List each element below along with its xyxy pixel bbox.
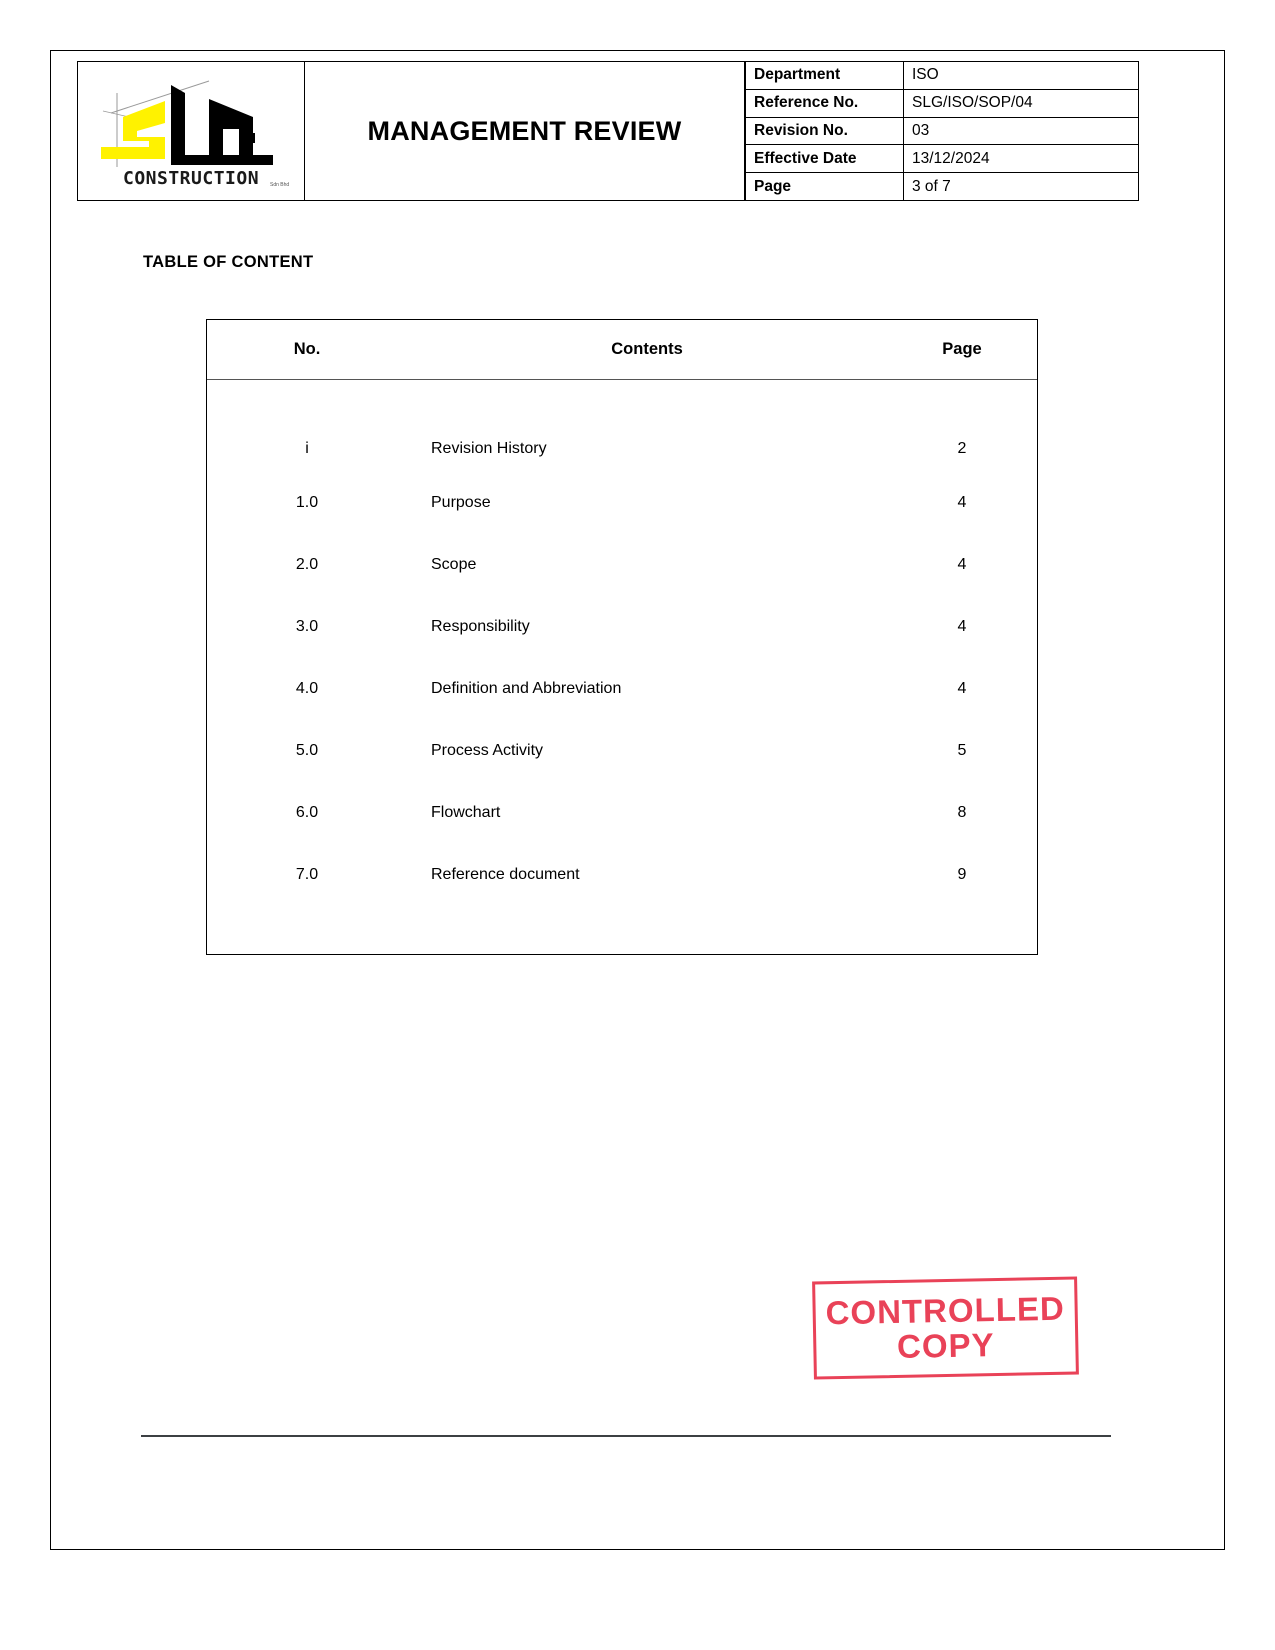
meta-label-page: Page [746, 173, 904, 200]
stamp-line-1: CONTROLLED [825, 1289, 1066, 1331]
document-meta-cell [745, 61, 1139, 201]
row-no: 3.0 [295, 618, 319, 635]
meta-row-page [745, 172, 1139, 201]
row-no: 1.0 [295, 494, 319, 511]
company-logo-cell [77, 61, 305, 201]
row-contents: Definition and Abbreviation [431, 680, 622, 697]
column-header-contents: Contents [611, 340, 683, 358]
table-row[interactable] [207, 472, 1037, 534]
meta-row-reference-no [745, 89, 1139, 117]
controlled-copy-stamp [812, 1276, 1079, 1379]
table-body [207, 380, 1037, 954]
table-of-content-heading: TABLE OF CONTENT [143, 253, 314, 271]
row-contents: Reference document [431, 866, 580, 883]
row-no: 5.0 [295, 742, 319, 759]
table-row[interactable] [207, 844, 1037, 906]
table-row[interactable] [207, 380, 1037, 472]
row-contents: Purpose [431, 494, 491, 511]
meta-label-effective-date: Effective Date [746, 145, 904, 172]
row-no: 2.0 [295, 556, 319, 573]
row-no: 7.0 [295, 866, 319, 883]
meta-value-reference-no: SLG/ISO/SOP/04 [912, 94, 1033, 112]
row-contents: Scope [431, 556, 477, 573]
page-title: MANAGEMENT REVIEW [367, 115, 682, 146]
row-no: 4.0 [295, 680, 319, 697]
svg-text:CONSTRUCTION: CONSTRUCTION [122, 168, 259, 189]
meta-value-department: ISO [912, 66, 939, 84]
row-contents: Responsibility [431, 618, 530, 635]
row-page: 4 [957, 618, 967, 635]
column-header-page: Page [942, 340, 982, 358]
row-contents: Revision History [431, 440, 547, 457]
table-row[interactable] [207, 782, 1037, 844]
meta-row-effective-date [745, 144, 1139, 172]
slg-construction-logo [89, 71, 294, 191]
meta-row-department [745, 61, 1139, 89]
row-page: 9 [957, 866, 967, 883]
row-page: 2 [957, 440, 967, 457]
table-row[interactable] [207, 658, 1037, 720]
svg-text:Sdn Bhd: Sdn Bhd [269, 182, 289, 188]
table-header-row [207, 320, 1037, 380]
footer-divider [141, 1435, 1111, 1437]
table-row[interactable] [207, 596, 1037, 658]
meta-value-page: 3 of 7 [912, 177, 951, 195]
document-header-table [77, 61, 1139, 201]
table-row[interactable] [207, 720, 1037, 782]
row-page: 4 [957, 494, 967, 511]
row-contents: Flowchart [431, 804, 501, 821]
meta-label-revision-no: Revision No. [746, 118, 904, 145]
meta-value-effective-date: 13/12/2024 [912, 149, 990, 167]
table-row[interactable] [207, 534, 1037, 596]
row-no: i [305, 440, 309, 457]
row-contents: Process Activity [431, 742, 544, 759]
meta-label-reference-no: Reference No. [746, 90, 904, 117]
column-header-no: No. [293, 340, 321, 358]
document-page [50, 50, 1225, 1550]
document-title-cell [305, 61, 745, 201]
row-page: 4 [957, 556, 967, 573]
row-page: 8 [957, 804, 967, 821]
stamp-line-2: COPY [896, 1326, 995, 1365]
meta-value-revision-no: 03 [912, 121, 930, 139]
meta-label-department: Department [746, 62, 904, 89]
row-page: 4 [957, 680, 967, 697]
meta-row-revision-no [745, 117, 1139, 145]
row-page: 5 [957, 742, 967, 759]
row-no: 6.0 [295, 804, 319, 821]
table-of-content-table [206, 319, 1038, 955]
